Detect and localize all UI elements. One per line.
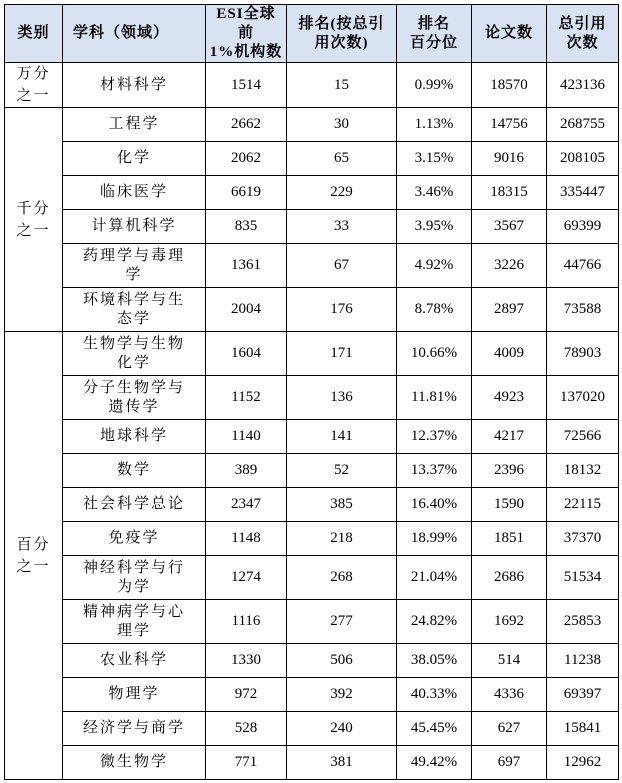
percentile-cell: 13.37% (397, 454, 472, 488)
subject-line2: 为学 (116, 578, 151, 595)
subject-cell: 物理学 (63, 678, 206, 712)
header-pct-line2: 百分位 (409, 34, 458, 51)
table-body (5, 63, 619, 780)
papers-cell: 3226 (472, 244, 547, 288)
category-line2: 之一 (16, 88, 51, 104)
header-papers: 论文数 (472, 5, 547, 63)
papers-cell: 514 (472, 644, 547, 678)
table-row (5, 488, 619, 522)
rank-cell: 268 (287, 556, 397, 600)
esi-cell: 771 (206, 746, 287, 780)
subject-line2: 化学 (116, 354, 151, 371)
papers-cell: 18315 (472, 176, 547, 210)
category-line1: 万分 (16, 66, 51, 82)
rank-cell: 171 (287, 332, 397, 376)
rank-cell: 136 (287, 376, 397, 420)
table-row (5, 746, 619, 780)
subject-cell (63, 288, 206, 332)
percentile-cell: 18.99% (397, 522, 472, 556)
percentile-cell: 21.04% (397, 556, 472, 600)
table-row (5, 142, 619, 176)
citations-cell: 268755 (547, 108, 619, 142)
citations-cell: 18132 (547, 454, 619, 488)
esi-cell: 1152 (206, 376, 287, 420)
category-cell-hundredth (5, 332, 63, 780)
table-row (5, 176, 619, 210)
subject-line2: 理学 (116, 622, 151, 639)
subject-cell (63, 244, 206, 288)
percentile-cell: 8.78% (397, 288, 472, 332)
esi-cell: 528 (206, 712, 287, 746)
subject-cell: 经济学与商学 (63, 712, 206, 746)
citations-cell: 25853 (547, 600, 619, 644)
rank-cell: 67 (287, 244, 397, 288)
percentile-cell: 16.40% (397, 488, 472, 522)
esi-cell: 1604 (206, 332, 287, 376)
papers-cell: 4217 (472, 420, 547, 454)
rank-cell: 218 (287, 522, 397, 556)
esi-cell: 2662 (206, 108, 287, 142)
table-row (5, 376, 619, 420)
subject-cell: 地球科学 (63, 420, 206, 454)
esi-cell: 972 (206, 678, 287, 712)
citations-cell: 423136 (547, 63, 619, 108)
percentile-cell: 3.15% (397, 142, 472, 176)
subject-cell: 农业科学 (63, 644, 206, 678)
table-row (5, 454, 619, 488)
header-esi-count (206, 5, 287, 63)
esi-cell: 2004 (206, 288, 287, 332)
papers-cell: 18570 (472, 63, 547, 108)
rank-cell: 240 (287, 712, 397, 746)
rank-cell: 381 (287, 746, 397, 780)
header-category: 类别 (5, 5, 63, 63)
subject-line1: 环境科学与生 (82, 291, 185, 308)
subject-cell (63, 600, 206, 644)
subject-cell: 材料科学 (63, 63, 206, 108)
header-row (5, 5, 619, 63)
subject-cell: 临床医学 (63, 176, 206, 210)
subject-cell (63, 556, 206, 600)
category-line2: 之一 (16, 558, 51, 575)
table-row (5, 644, 619, 678)
header-pct-line1: 排名 (417, 15, 450, 32)
papers-cell: 14756 (472, 108, 547, 142)
subject-cell: 数学 (63, 454, 206, 488)
esi-cell: 2347 (206, 488, 287, 522)
table-row (5, 244, 619, 288)
subject-cell: 社会科学总论 (63, 488, 206, 522)
category-line1: 百分 (16, 536, 51, 553)
rank-cell: 506 (287, 644, 397, 678)
percentile-cell: 4.92% (397, 244, 472, 288)
esi-cell: 2062 (206, 142, 287, 176)
header-subject: 学科（领域） (63, 5, 206, 63)
subject-line2: 态学 (116, 310, 151, 327)
papers-cell: 1692 (472, 600, 547, 644)
papers-cell: 627 (472, 712, 547, 746)
citations-cell: 22115 (547, 488, 619, 522)
rank-cell: 392 (287, 678, 397, 712)
subject-line1: 生物学与生物 (82, 335, 185, 352)
citations-cell: 208105 (547, 142, 619, 176)
table-row (5, 556, 619, 600)
citations-cell: 51534 (547, 556, 619, 600)
papers-cell: 2686 (472, 556, 547, 600)
table-header (5, 5, 619, 63)
citations-cell: 11238 (547, 644, 619, 678)
citations-cell: 335447 (547, 176, 619, 210)
esi-ranking-table (4, 4, 619, 780)
subject-cell: 免疫学 (63, 522, 206, 556)
subject-line1: 分子生物学与 (82, 379, 185, 396)
subject-cell: 化学 (63, 142, 206, 176)
category-line2: 之一 (16, 222, 51, 239)
esi-cell: 1361 (206, 244, 287, 288)
percentile-cell: 11.81% (397, 376, 472, 420)
table-row (5, 288, 619, 332)
rank-cell: 33 (287, 210, 397, 244)
percentile-cell: 38.05% (397, 644, 472, 678)
papers-cell: 2396 (472, 454, 547, 488)
papers-cell: 4009 (472, 332, 547, 376)
percentile-cell: 49.42% (397, 746, 472, 780)
rank-cell: 52 (287, 454, 397, 488)
esi-cell: 1116 (206, 600, 287, 644)
subject-line2: 学 (125, 266, 143, 283)
percentile-cell: 12.37% (397, 420, 472, 454)
header-esi-line1: ESI全球前 (216, 6, 276, 41)
papers-cell: 697 (472, 746, 547, 780)
table-row (5, 600, 619, 644)
percentile-cell: 10.66% (397, 332, 472, 376)
subject-line1: 药理学与毒理 (82, 247, 185, 264)
citations-cell: 78903 (547, 332, 619, 376)
header-percentile (397, 5, 472, 63)
esi-cell: 6619 (206, 176, 287, 210)
papers-cell: 3567 (472, 210, 547, 244)
header-rank (287, 5, 397, 63)
citations-cell: 69397 (547, 678, 619, 712)
esi-cell: 1148 (206, 522, 287, 556)
header-cites-line1: 总引用 (558, 15, 607, 32)
subject-cell: 计算机科学 (63, 210, 206, 244)
rank-cell: 277 (287, 600, 397, 644)
subject-line2: 遗传学 (108, 398, 160, 415)
rank-cell: 229 (287, 176, 397, 210)
header-rank-line1: 排名(按总引 (298, 15, 385, 32)
citations-cell: 37370 (547, 522, 619, 556)
papers-cell: 4923 (472, 376, 547, 420)
citations-cell: 12962 (547, 746, 619, 780)
papers-cell: 4336 (472, 678, 547, 712)
header-esi-line2: 1%机构数 (209, 44, 283, 60)
citations-cell: 72566 (547, 420, 619, 454)
esi-cell: 835 (206, 210, 287, 244)
subject-cell (63, 332, 206, 376)
table-row (5, 522, 619, 556)
rank-cell: 385 (287, 488, 397, 522)
header-citations (547, 5, 619, 63)
papers-cell: 1851 (472, 522, 547, 556)
percentile-cell: 24.82% (397, 600, 472, 644)
subject-line1: 神经科学与行 (82, 559, 185, 576)
table-row (5, 108, 619, 142)
rank-cell: 30 (287, 108, 397, 142)
percentile-cell: 3.95% (397, 210, 472, 244)
rank-cell: 65 (287, 142, 397, 176)
category-line1: 千分 (16, 200, 51, 217)
percentile-cell: 3.46% (397, 176, 472, 210)
table-row (5, 420, 619, 454)
esi-cell: 1274 (206, 556, 287, 600)
table-row (5, 332, 619, 376)
esi-cell: 1514 (206, 63, 287, 108)
subject-cell: 工程学 (63, 108, 206, 142)
table-row (5, 678, 619, 712)
category-cell-ten-thousandth (5, 63, 63, 108)
percentile-cell: 45.45% (397, 712, 472, 746)
subject-line1: 精神病学与心 (82, 603, 185, 620)
header-cites-line2: 次数 (566, 34, 599, 51)
header-rank-line2: 用次数) (314, 34, 369, 51)
rank-cell: 176 (287, 288, 397, 332)
table-row (5, 63, 619, 108)
citations-cell: 69399 (547, 210, 619, 244)
esi-cell: 1330 (206, 644, 287, 678)
subject-cell (63, 376, 206, 420)
citations-cell: 137020 (547, 376, 619, 420)
papers-cell: 2897 (472, 288, 547, 332)
percentile-cell: 40.33% (397, 678, 472, 712)
subject-cell: 微生物学 (63, 746, 206, 780)
table-row (5, 210, 619, 244)
esi-cell: 389 (206, 454, 287, 488)
rank-cell: 15 (287, 63, 397, 108)
citations-cell: 44766 (547, 244, 619, 288)
papers-cell: 1590 (472, 488, 547, 522)
category-cell-thousandth (5, 108, 63, 332)
table-row (5, 712, 619, 746)
rank-cell: 141 (287, 420, 397, 454)
esi-cell: 1140 (206, 420, 287, 454)
percentile-cell: 1.13% (397, 108, 472, 142)
citations-cell: 15841 (547, 712, 619, 746)
citations-cell: 73588 (547, 288, 619, 332)
papers-cell: 9016 (472, 142, 547, 176)
percentile-cell: 0.99% (397, 63, 472, 108)
